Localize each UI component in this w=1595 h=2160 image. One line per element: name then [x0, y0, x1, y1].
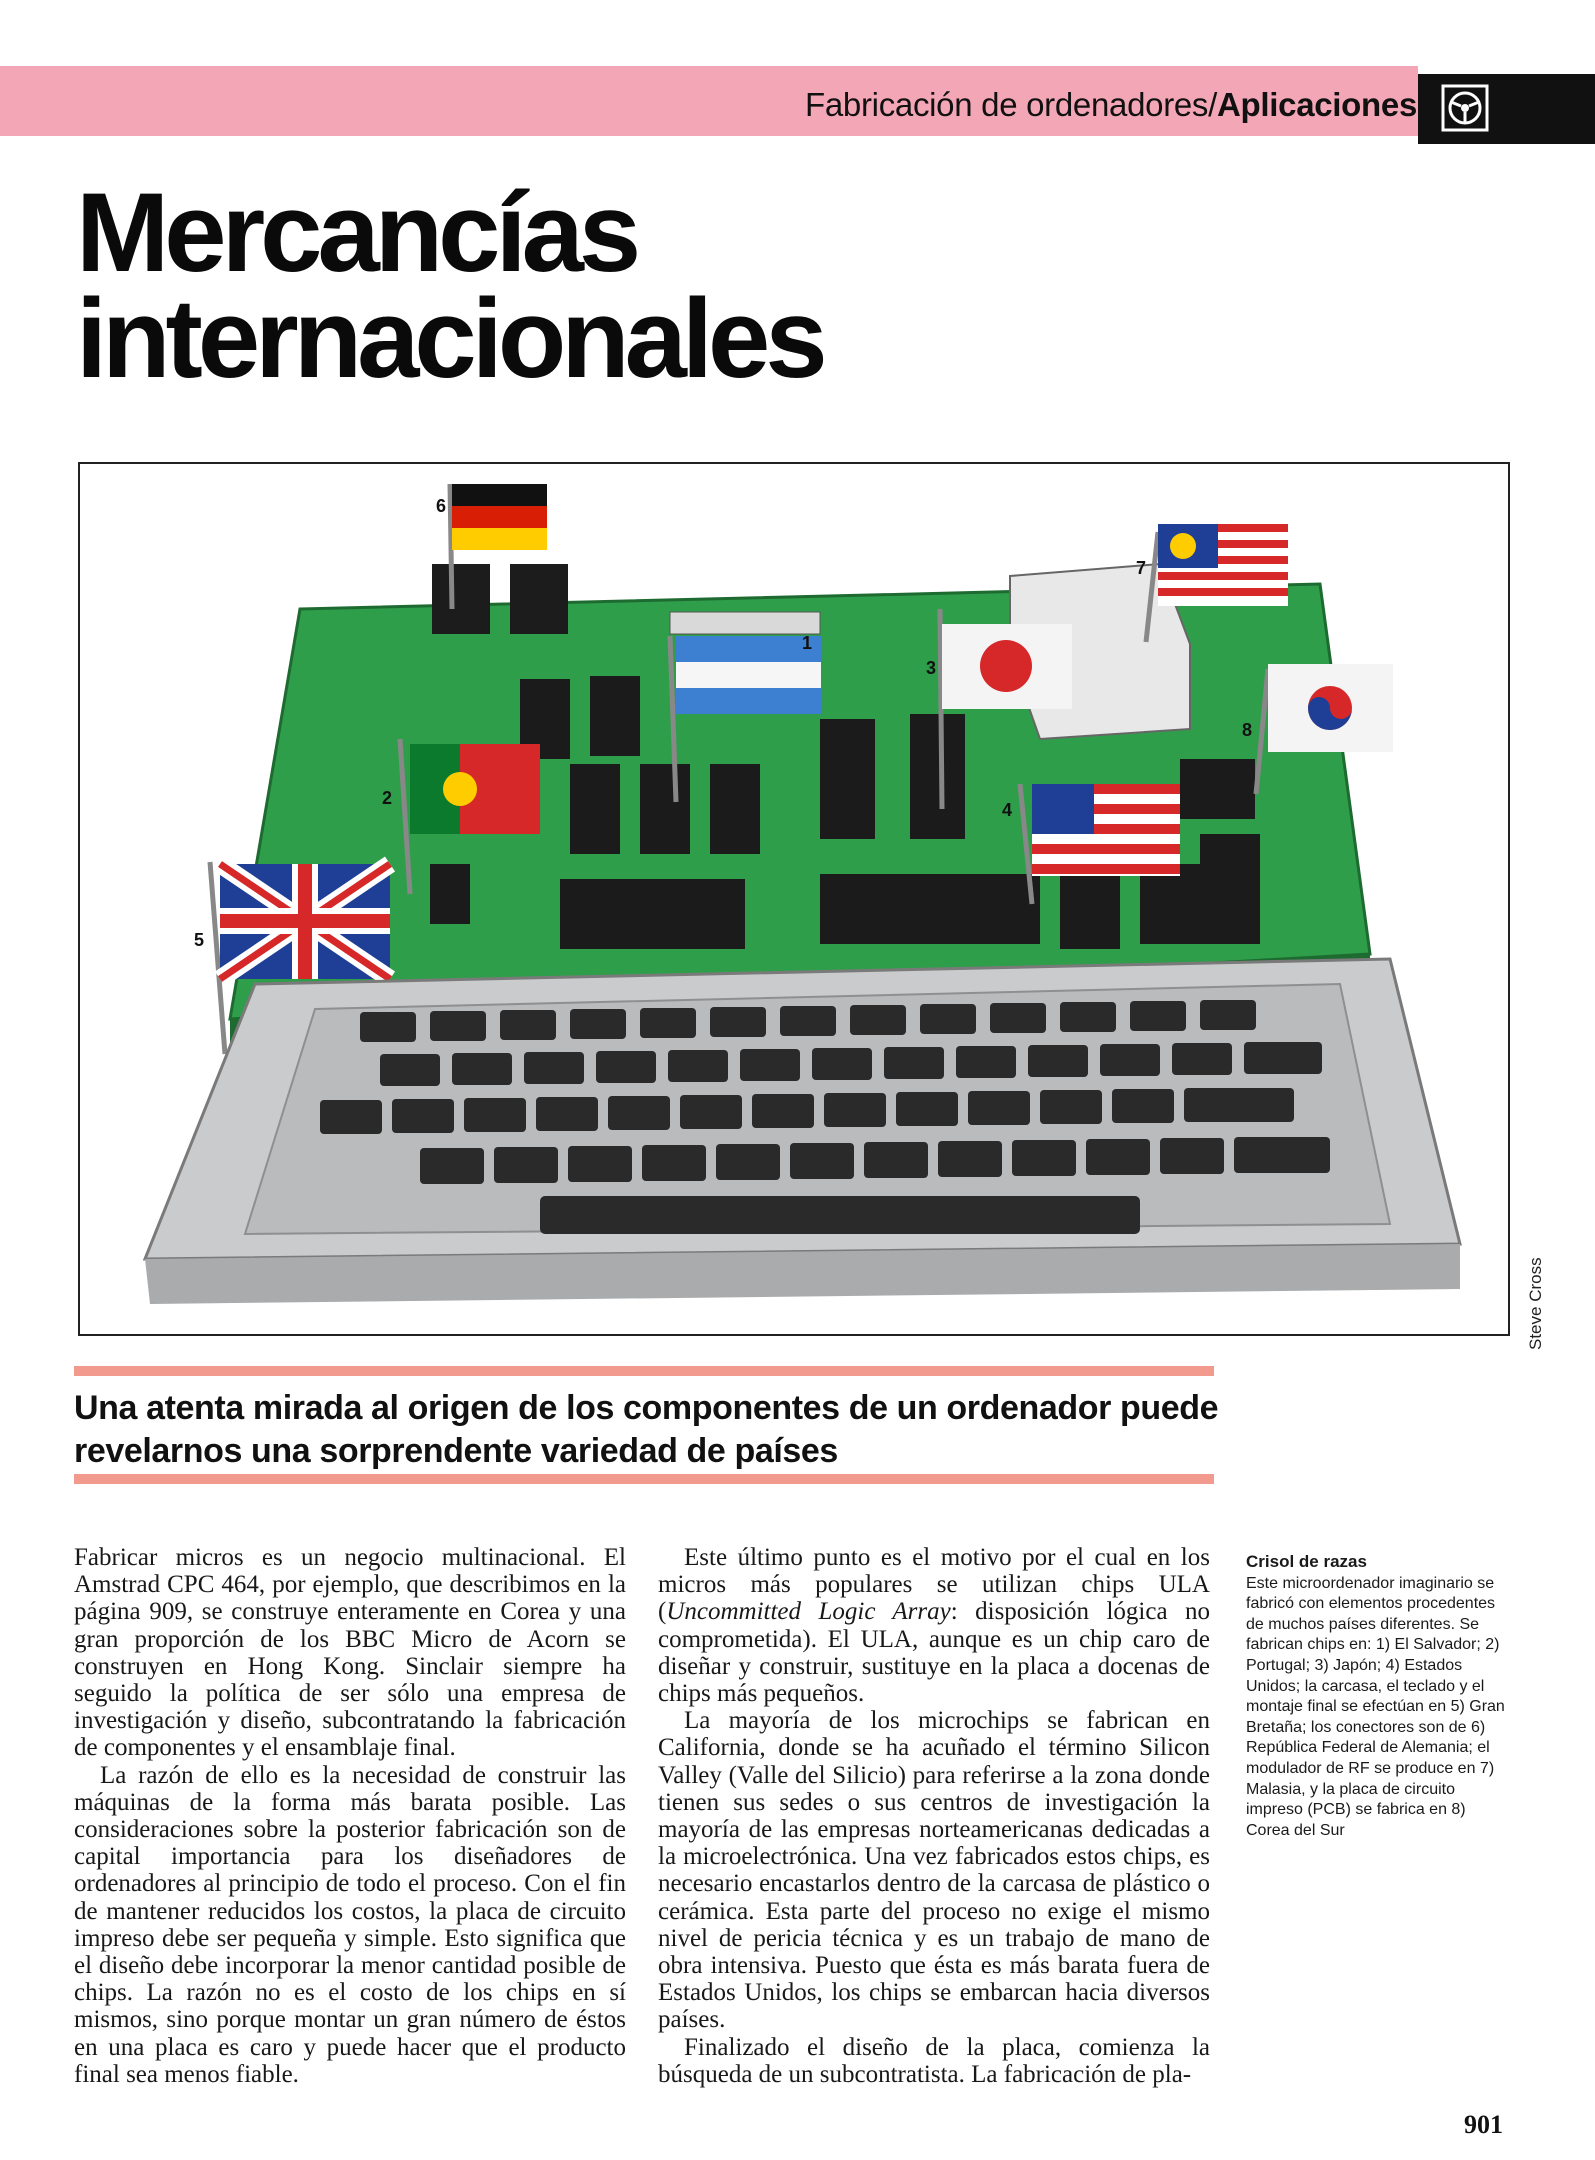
paragraph: Fabricar micros es un negocio multinacional. El Amstrad CPC 464, por ejemplo, que describimos en la página 909, se construye enteramente en Corea y una gran proporción de los BBC Micro de Acorn se construyen en Hong Kong. Sinclair siempre ha seguido la política de ser sólo una empresa de investigación y diseño, subcontratando la fabricación de componentes y el ensamblaje final.	[74, 1544, 626, 1762]
steering-wheel-icon	[1441, 84, 1489, 132]
sidebar-caption	[1246, 1552, 1511, 1841]
marker-1: 1	[802, 633, 813, 653]
sidebar-title: Crisol de razas	[1246, 1552, 1367, 1571]
illustration-credit: Steve Cross	[1526, 1257, 1545, 1350]
subsection-name: Aplicaciones	[1217, 86, 1417, 123]
paragraph: Finalizado el diseño de la placa, comienza la búsqueda de un subcontratista. La fabricación de pla-	[658, 2033, 1210, 2088]
paragraph: La razón de ello es la necesidad de construir las máquinas de la forma más barata posible. Las consideraciones sobre la posterior fabricación son de capital importancia para los diseñadores de ordenadores al principio de todo el proceso. Con el fin de mantener reducidos los costos, la placa de circuito impreso debe ser pequeña y simple. Esto significa que el diseño debe incorporar la menor cantidad posible de chips. La razón no es el costo de los chips en sí mismos, sino porque montar un gran número de éstos en una placa es caro y puede hacer que el producto final sea menos fiable.	[74, 1761, 626, 2088]
marker-2: 2	[382, 788, 393, 808]
title-line-1: Mercancías	[76, 170, 637, 295]
paragraph: La mayoría de los microchips se fabrican en California, donde se ha acuñado el término Silicon Valley (Valle del Silicio) para referirse a la zona donde tienen sus sedes o sus centros de investigación la mayoría de las empresas norteamericanas dedicadas a la microelectrónica. Una vez fabricados estos chips, es necesario encastarlos dentro de la carcasa de plástico o cerámica. Esta parte del proceso no exige el mismo nivel de pericia técnica y es un trabajo de mano de obra intensiva. Puesto que ésta es más barata fuera de Estados Unidos, los chips se embarcan hacia diversos países.	[658, 1707, 1210, 2034]
computer-illustration	[78, 462, 1510, 1336]
section-name: Fabricación de ordenadores/	[805, 86, 1218, 123]
marker-7: 7	[1136, 558, 1147, 578]
illustration-svg	[80, 464, 1508, 1334]
connector-right	[510, 564, 568, 634]
section-header	[805, 86, 1417, 124]
edge-connector	[670, 612, 820, 634]
marker-8: 8	[1242, 720, 1253, 740]
sidebar-text: Este microordenador imaginario se fabricó con elementos procedentes de muchos países diferentes. Se fabrican chips en: 1) El Salvador; 2) Portugal; 3) Japón; 4) Estados Unidos; la carcasa, el teclado y el montaje final se efectúan en 5) Gran Bretaña; los conectores son de 6) República Federal de Alemania; el modulador de RF se produce en 7) Malasia, y la placa de circuito impreso (PCB) se fabrica en 8) Corea del Sur	[1246, 1574, 1505, 1839]
paragraph-text: : disposición lógica no comprometida). El ULA, aunque es un chip caro de diseñar y construir, sustituye en la placa a docenas de chips más pequeños.	[658, 1598, 1210, 1708]
connector-left	[432, 564, 490, 634]
marker-4: 4	[1002, 800, 1013, 820]
page-title	[76, 170, 1076, 401]
body-column-1	[74, 1544, 626, 2088]
subtitle: Una atenta mirada al origen de los componentes de un ordenador puede revelarnos una sorprendente variedad de países	[74, 1389, 1219, 1470]
paragraph	[658, 1544, 1210, 1707]
paragraph-text: Este último punto es el motivo por el cual en los micros más populares se utilizan chips ULA (	[658, 1544, 1210, 1626]
ula-term: Uncommitted Logic Array	[666, 1598, 951, 1626]
title-line-2: internacionales	[76, 276, 823, 401]
body-column-2	[658, 1544, 1210, 2088]
rule-bottom	[74, 1474, 1214, 1484]
page-number: 901	[1464, 2110, 1503, 2139]
rule-top	[74, 1366, 1214, 1376]
marker-3: 3	[926, 658, 937, 678]
marker-6: 6	[436, 496, 447, 516]
marker-5: 5	[194, 930, 205, 950]
